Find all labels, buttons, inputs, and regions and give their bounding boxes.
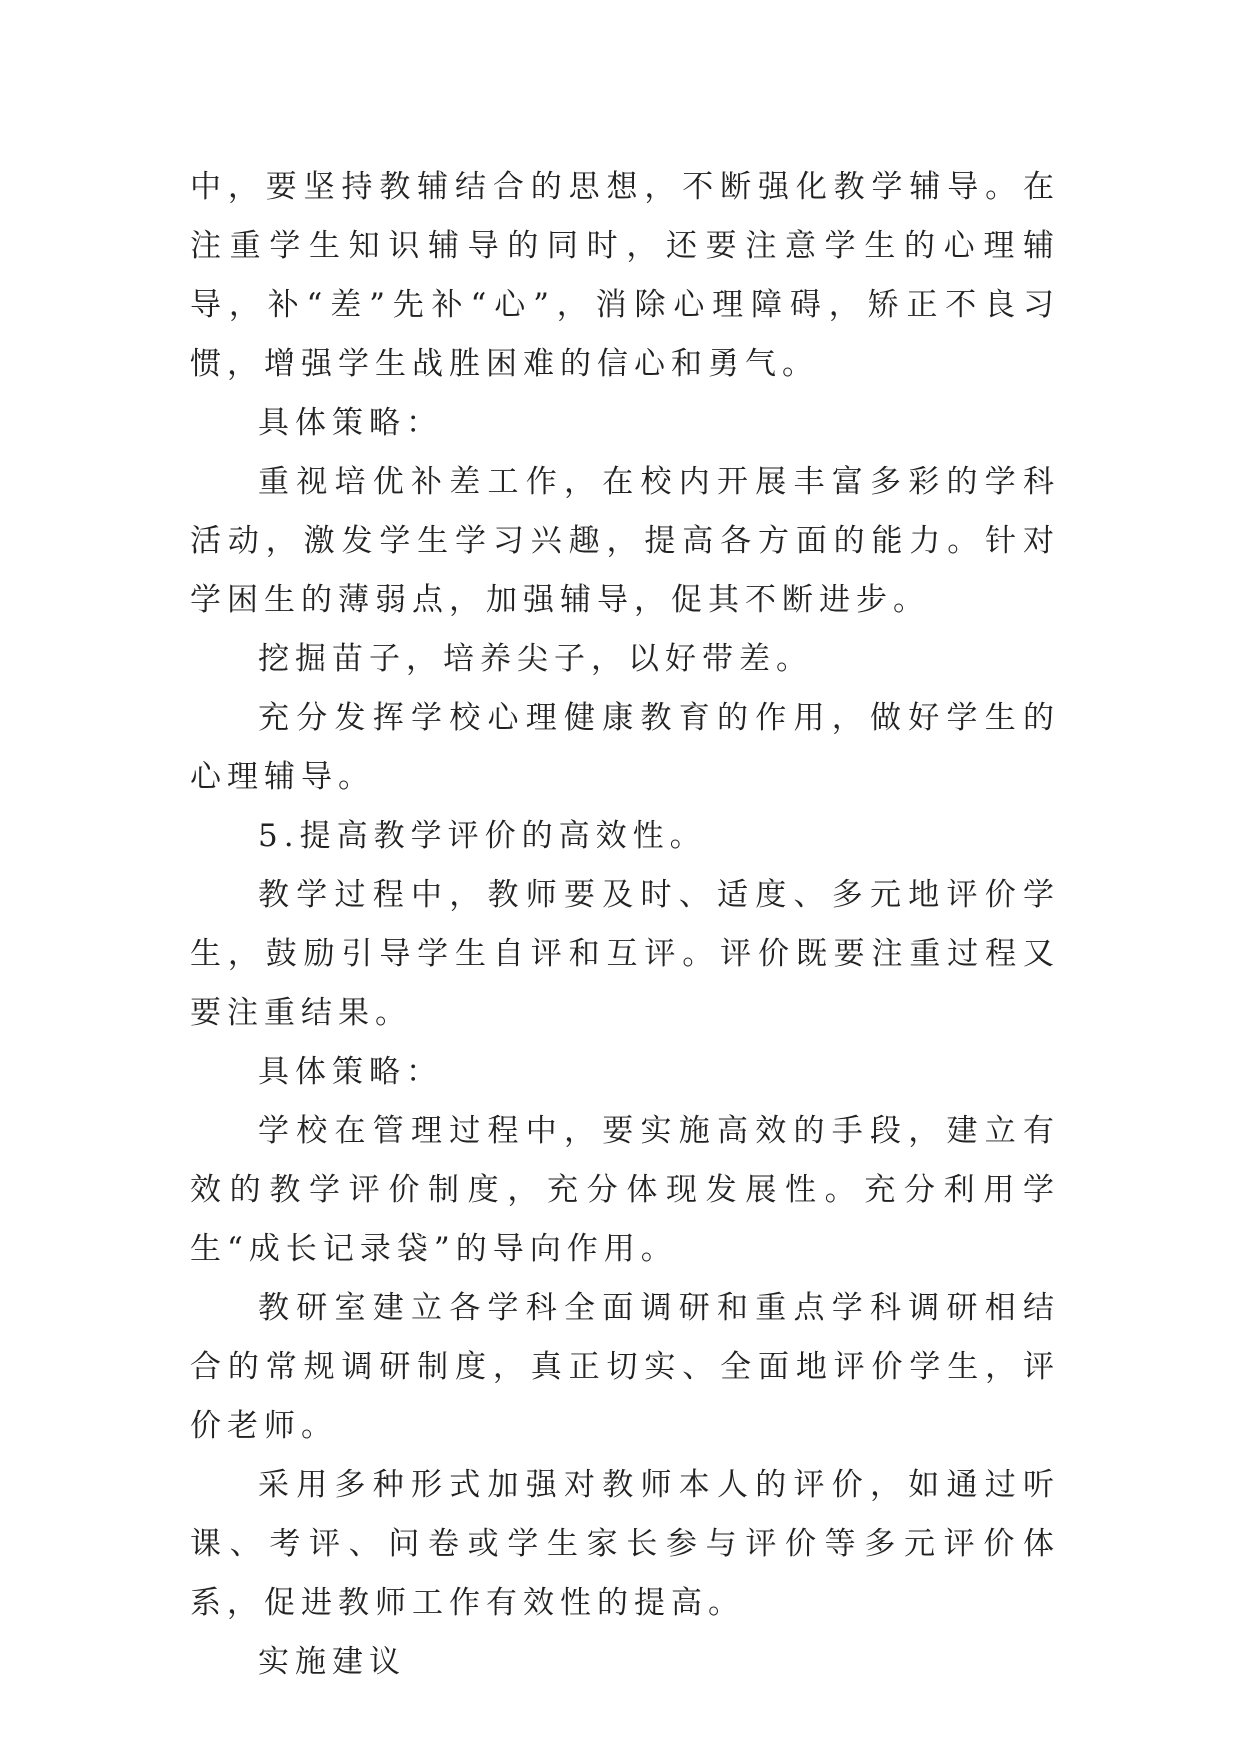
paragraph-continuation: 中，要坚持教辅结合的思想，不断强化教学辅导。在注重学生知识辅导的同时，还要注意学生的心理辅导，补“差”先补“心”，消除心理障碍，矫正不良习惯，增强学生战胜困难的信心和勇气。 <box>190 169 1060 382</box>
document-body <box>190 158 1060 1692</box>
paragraph-strategy-heading: 具体策略： <box>258 405 443 441</box>
paragraph: 教学过程中，教师要及时、适度、多元地评价学生，鼓励引导学生自评和互评。评价既要注重过程又要注重结果。 <box>190 877 1060 1031</box>
paragraph: 充分发挥学校心理健康教育的作用，做好学生的心理辅导。 <box>190 700 1060 795</box>
paragraph: 学校在管理过程中，要实施高效的手段，建立有效的教学评价制度，充分体现发展性。充分利用学生“成长记录袋”的导向作用。 <box>190 1113 1060 1267</box>
paragraph: 教研室建立各学科全面调研和重点学科调研相结合的常规调研制度，真正切实、全面地评价学生，评价老师。 <box>190 1290 1060 1444</box>
paragraph: 挖掘苗子，培养尖子，以好带差。 <box>258 641 813 677</box>
paragraph: 采用多种形式加强对教师本人的评价，如通过听课、考评、问卷或学生家长参与评价等多元评价体系，促进教师工作有效性的提高。 <box>190 1467 1060 1621</box>
section-heading: 实施建议 <box>258 1644 406 1680</box>
paragraph-strategy-heading: 具体策略： <box>258 1054 443 1090</box>
section-heading: 5.提高教学评价的高效性。 <box>258 818 707 854</box>
paragraph: 重视培优补差工作，在校内开展丰富多彩的学科活动，激发学生学习兴趣，提高各方面的能力。针对学困生的薄弱点，加强辅导，促其不断进步。 <box>190 464 1060 618</box>
